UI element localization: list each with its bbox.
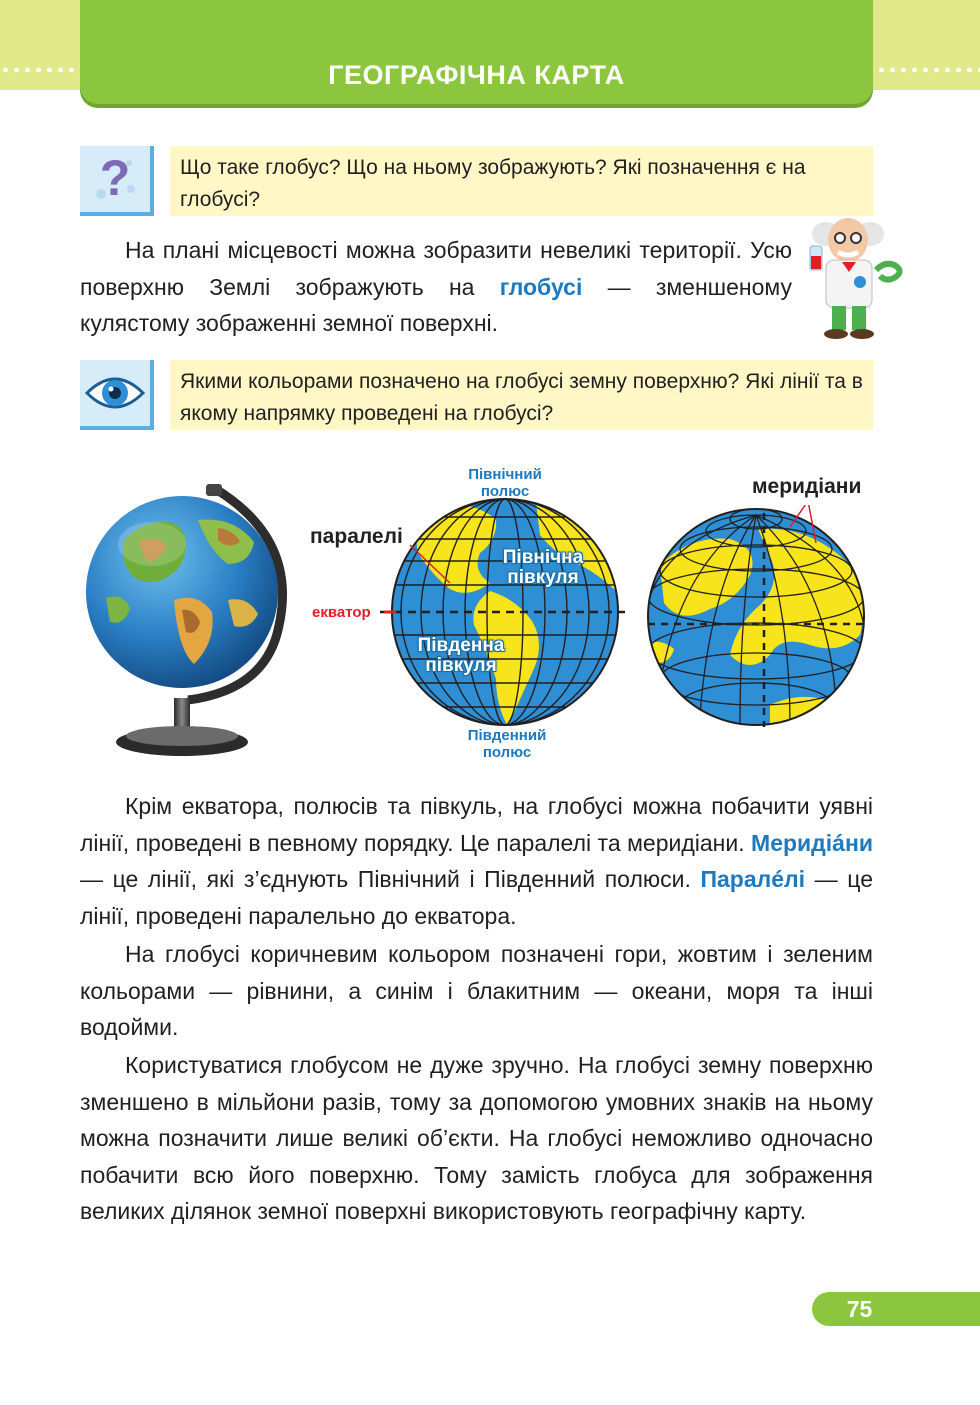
paragraph-2 bbox=[80, 788, 873, 934]
dots-left bbox=[0, 66, 78, 74]
north-pole-label-line1: Північний bbox=[468, 466, 542, 483]
question-icon-box bbox=[80, 146, 154, 216]
scientist-illustration bbox=[798, 206, 910, 340]
question-mark-icon bbox=[85, 149, 145, 209]
northern-hemisphere-label bbox=[488, 548, 598, 588]
page-number: 75 bbox=[846, 1296, 873, 1322]
question-text-2: Якими кольорами позначено на глобусі земну поверхню? Які лінії та в якому напрямку проведені на глобусі? bbox=[180, 370, 863, 425]
page-number-tab bbox=[812, 1292, 980, 1326]
page-title: ГЕОГРАФІЧНА КАРТА bbox=[328, 60, 625, 90]
term-meridians: Меридіáни bbox=[751, 829, 873, 856]
question-box-2 bbox=[170, 360, 873, 430]
paragraph-3-text: На глобусі коричневим кольором позначені гори, жовтим і зеленим кольорами — рівнини, а синім і блакитним — океани, моря та інші водойми. bbox=[80, 941, 873, 1040]
globe-on-stand-image bbox=[78, 480, 300, 760]
paragraph-1-text-b: — зменшеному кулястому зображенні земної поверхні. bbox=[80, 273, 792, 336]
chapter-header bbox=[80, 0, 873, 104]
paragraph-1-text-a: На плані місцевості можна зобразити невеликі території. Усю поверхню Землі зображують на bbox=[80, 237, 792, 300]
observe-icon-box bbox=[80, 360, 154, 430]
term-parallels: Паралéлі bbox=[700, 866, 806, 892]
southern-hemisphere-line2: півкуля bbox=[425, 655, 497, 676]
meridians-diagram bbox=[640, 505, 880, 727]
term-globe: глобусі bbox=[499, 273, 583, 300]
meridians-label: меридіани bbox=[752, 475, 862, 498]
parallels-label: паралелі bbox=[310, 525, 403, 548]
north-pole-label bbox=[455, 466, 555, 500]
paragraph-3 bbox=[80, 936, 873, 1046]
dots-right bbox=[876, 66, 980, 74]
south-pole-label-line2: полюс bbox=[482, 744, 532, 761]
northern-hemisphere-line2: півкуля bbox=[507, 567, 579, 588]
paragraph-4 bbox=[80, 1047, 873, 1230]
southern-hemisphere-line1: Південна bbox=[417, 635, 505, 656]
svg-text:?: ? bbox=[99, 150, 131, 206]
paragraph-2-intro: Крім екватора, полюсів та півкуль, на глобусі можна побачити уявні лінії, проведені в певному порядку. Це паралелі та меридіани. bbox=[80, 793, 873, 856]
question-text-1: Що таке глобус? Що на ньому зображують? Які позначення є на глобусі? bbox=[180, 156, 806, 211]
eye-icon bbox=[83, 369, 147, 417]
south-pole-label-line1: Південний bbox=[467, 727, 547, 744]
north-pole-label-line2: полюс bbox=[480, 483, 530, 500]
south-pole-label bbox=[455, 727, 559, 761]
question-box-1 bbox=[170, 146, 873, 216]
equator-label: екватор bbox=[312, 604, 371, 621]
paragraph-1 bbox=[80, 232, 792, 342]
paragraph-4-text: Користуватися глобусом не дуже зручно. На глобусі земну поверхню зменшено в мільйони разів, тому за допомогою умовних знаків на ньому можна позначити лише великі об’єкти. На глобусі неможливо одночасно побачити всю його поверхню. Тому замість глобуса для зображення великих ділянок земної поверхні використовують географічну карту. bbox=[80, 1052, 873, 1224]
meridians-definition: — це лінії, які з’єднують Північний і Південний полюси. bbox=[80, 866, 701, 892]
parallels-definition: — це лінії, проведені паралельно до екватора. bbox=[80, 866, 873, 929]
northern-hemisphere-line1: Північна bbox=[502, 547, 584, 568]
southern-hemisphere-label bbox=[406, 636, 516, 676]
